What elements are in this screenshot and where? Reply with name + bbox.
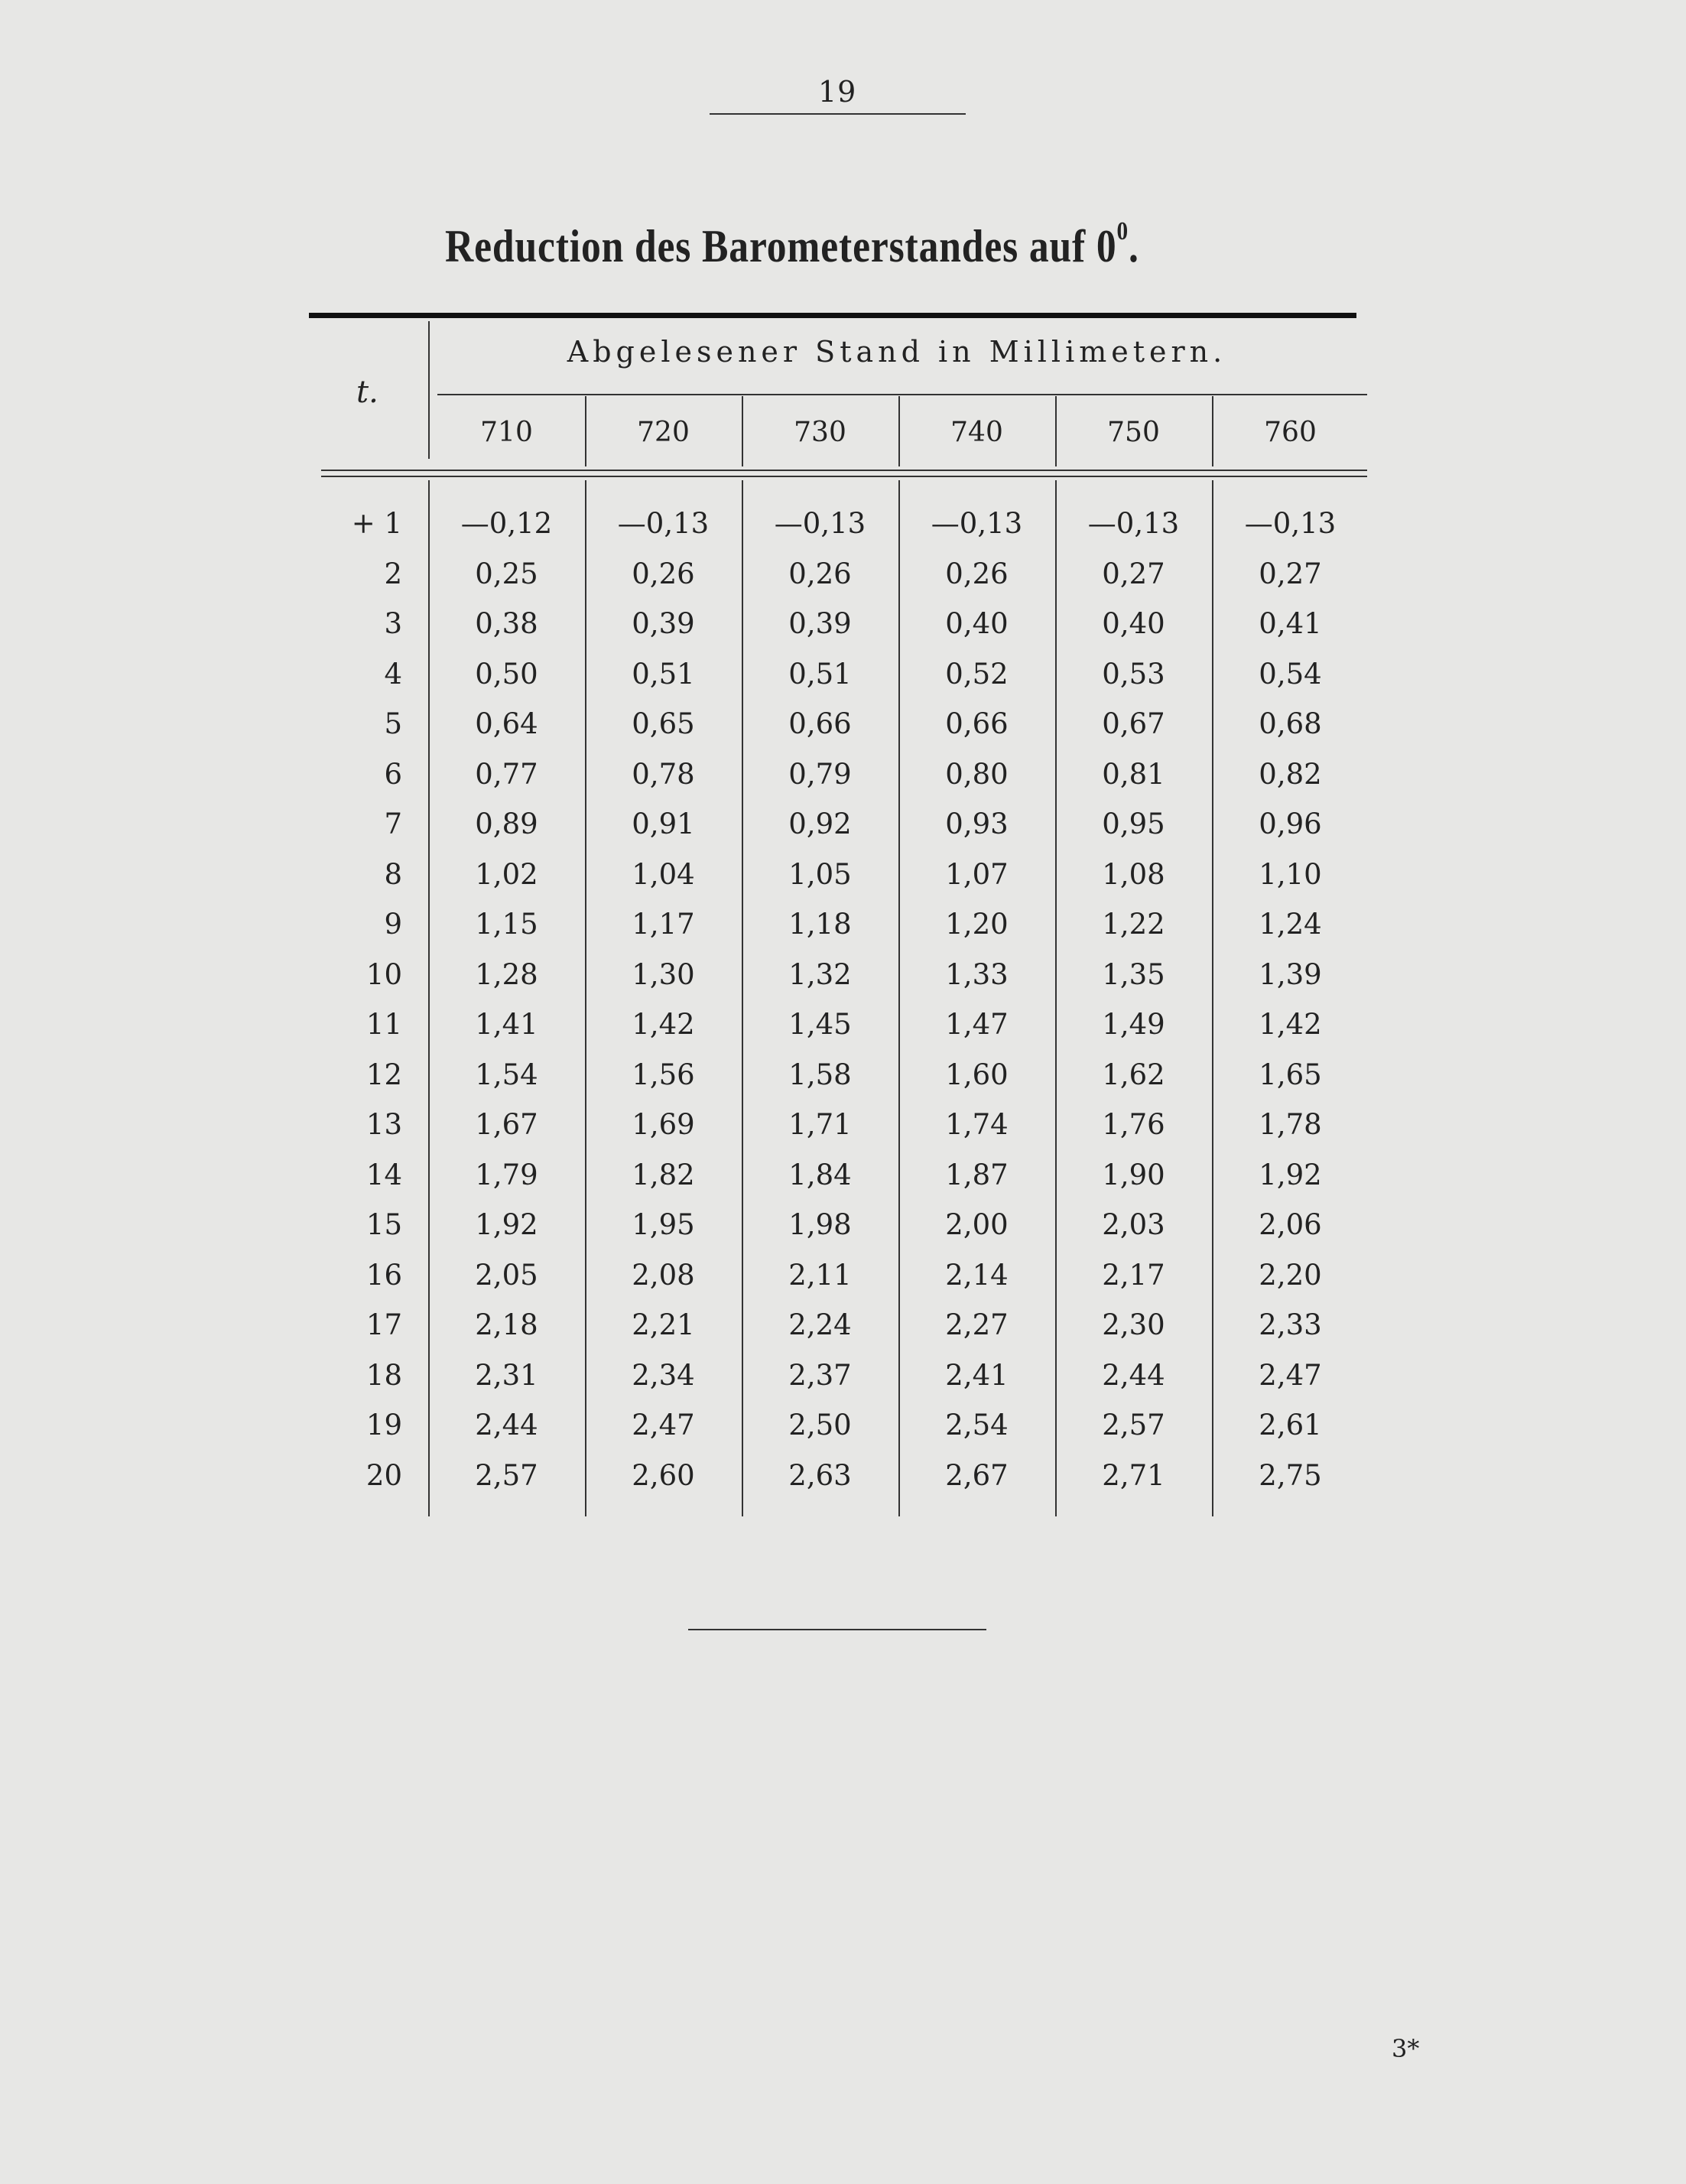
header-double-rule (321, 470, 1367, 477)
table-cell: 0,65 (632, 707, 695, 740)
table-cell: 0,51 (788, 657, 852, 691)
table-cell: 1,08 (1102, 857, 1165, 891)
table-cell: 0,66 (788, 707, 852, 740)
table-cell: 1,74 (945, 1108, 1009, 1141)
row-label: 4 (384, 657, 402, 691)
table-cell: —0,13 (774, 507, 866, 540)
table-cell: 2,21 (632, 1308, 695, 1341)
table-cell: 1,92 (475, 1208, 538, 1241)
table-cell: 1,90 (1102, 1158, 1165, 1191)
table-cell: 1,98 (788, 1208, 852, 1241)
table-cell: 1,47 (945, 1008, 1009, 1041)
table-cell: 0,96 (1259, 808, 1322, 840)
column-header: 750 (1107, 417, 1160, 448)
row-label: 5 (384, 707, 402, 740)
table-cell: 2,57 (1102, 1409, 1165, 1441)
table-cell: 1,45 (788, 1008, 852, 1041)
table-cell: 0,52 (945, 657, 1009, 691)
table-cell: 2,54 (945, 1409, 1009, 1441)
title-period: . (1128, 221, 1139, 271)
column-group-header: Abgelesener Stand in Millimetern. (567, 335, 1227, 369)
table-cell: 2,67 (945, 1458, 1009, 1492)
table-cell: 1,22 (1102, 908, 1165, 941)
table-cell: 0,26 (788, 557, 852, 590)
row-label: 11 (365, 1008, 402, 1041)
header-column-divider (1055, 396, 1057, 466)
table-cell: 2,33 (1259, 1308, 1322, 1341)
table-cell: 1,35 (1102, 957, 1165, 991)
table-cell: 0,82 (1259, 757, 1322, 791)
table-cell: 0,50 (475, 657, 538, 691)
table-cell: 2,27 (945, 1308, 1009, 1341)
table-cell: 1,42 (632, 1008, 695, 1041)
row-label: 20 (365, 1458, 402, 1492)
table-cell: 1,60 (945, 1058, 1009, 1091)
table-cell: —0,13 (1087, 507, 1180, 540)
row-label: 6 (384, 757, 402, 791)
row-label: 17 (365, 1308, 402, 1341)
row-label: 18 (365, 1358, 402, 1392)
row-label: 3 (384, 607, 402, 640)
table-cell: 0,67 (1102, 707, 1165, 740)
column-header: 740 (950, 417, 1003, 448)
table-cell: 2,63 (788, 1458, 852, 1492)
table-cell: 0,40 (945, 607, 1009, 640)
table-cell: 1,30 (632, 957, 695, 991)
table-cell: 1,28 (475, 957, 538, 991)
table-cell: 2,47 (1259, 1358, 1322, 1392)
header-column-divider (742, 396, 743, 466)
table-cell: 2,30 (1102, 1308, 1165, 1341)
table-cell: 1,87 (945, 1158, 1009, 1191)
row-label: 10 (365, 957, 402, 991)
header-column-divider (428, 321, 430, 459)
table-cell: 1,69 (632, 1108, 695, 1141)
table-cell: 1,54 (475, 1058, 538, 1091)
table-cell: 1,33 (945, 957, 1009, 991)
row-label: 8 (384, 857, 402, 891)
table-cell: 1,76 (1102, 1108, 1165, 1141)
header-column-divider (585, 396, 586, 466)
column-header: 730 (794, 417, 846, 448)
table-cell: 1,05 (788, 857, 852, 891)
header-rule (437, 394, 1367, 395)
table-cell: 1,32 (788, 957, 852, 991)
row-label: 19 (365, 1409, 402, 1441)
table-cell: 0,26 (632, 557, 695, 590)
table-cell: 0,40 (1102, 607, 1165, 640)
table-cell: 0,77 (475, 757, 538, 791)
table-cell: 2,71 (1102, 1458, 1165, 1492)
table-cell: 2,75 (1259, 1458, 1322, 1492)
table-cell: 0,80 (945, 757, 1009, 791)
table-cell: 1,49 (1102, 1008, 1165, 1041)
table-cell: 0,41 (1259, 607, 1322, 640)
table-cell: —0,13 (931, 507, 1023, 540)
row-label: + 1 (351, 507, 402, 540)
table-cell: 1,92 (1259, 1158, 1322, 1191)
table-cell: 0,27 (1259, 557, 1322, 590)
table-cell: 1,15 (475, 908, 538, 941)
page-title (445, 217, 1139, 273)
table-cell: 0,89 (475, 808, 538, 840)
table-cell: 1,62 (1102, 1058, 1165, 1091)
table-cell: —0,13 (617, 507, 710, 540)
table-cell: 2,50 (788, 1409, 852, 1441)
header-column-divider (898, 396, 900, 466)
page-number: 19 (818, 75, 857, 109)
table-cell: 1,82 (632, 1158, 695, 1191)
table-cell: 2,14 (945, 1258, 1009, 1292)
table-cell: 2,60 (632, 1458, 695, 1492)
table-cell: 2,20 (1259, 1258, 1322, 1292)
table-cell: 2,37 (788, 1358, 852, 1392)
row-label: 13 (365, 1108, 402, 1141)
table-cell: 2,57 (475, 1458, 538, 1492)
table-cell: 2,18 (475, 1308, 538, 1341)
table-cell: 0,54 (1259, 657, 1322, 691)
table-cell: 2,44 (1102, 1358, 1165, 1392)
page-number-rule (710, 113, 966, 115)
table-cell: 2,44 (475, 1409, 538, 1441)
table-cell: 1,71 (788, 1108, 852, 1141)
table-cell: 2,11 (788, 1258, 852, 1292)
footer-mark: 3* (1392, 2034, 1420, 2063)
table-cell: 1,41 (475, 1008, 538, 1041)
table-cell: 0,64 (475, 707, 538, 740)
row-label: 16 (365, 1258, 402, 1292)
table-cell: 1,04 (632, 857, 695, 891)
table-cell: 1,95 (632, 1208, 695, 1241)
table-cell: 1,58 (788, 1058, 852, 1091)
table-cell: 0,95 (1102, 808, 1165, 840)
table-cell: 2,03 (1102, 1208, 1165, 1241)
table-cell: 0,81 (1102, 757, 1165, 791)
table-cell: —0,12 (460, 507, 553, 540)
table-cell: 2,17 (1102, 1258, 1165, 1292)
column-header: 760 (1264, 417, 1317, 448)
table-cell: —0,13 (1244, 507, 1337, 540)
table-cell: 2,61 (1259, 1409, 1322, 1441)
table-cell: 2,47 (632, 1409, 695, 1441)
table-cell: 2,00 (945, 1208, 1009, 1241)
table-cell: 0,79 (788, 757, 852, 791)
table-cell: 2,24 (788, 1308, 852, 1341)
table-cell: 1,02 (475, 857, 538, 891)
column-header: 710 (480, 417, 533, 448)
table-cell: 1,79 (475, 1158, 538, 1191)
header-column-divider (1212, 396, 1213, 466)
table-cell: 0,68 (1259, 707, 1322, 740)
table-cell: 0,51 (632, 657, 695, 691)
title-superscript: 0 (1116, 217, 1129, 245)
title-text: Reduction des Barometerstandes auf 0 (445, 221, 1117, 271)
table-cell: 0,39 (788, 607, 852, 640)
row-header: t. (356, 375, 378, 410)
table-cell: 2,31 (475, 1358, 538, 1392)
table-cell: 0,38 (475, 607, 538, 640)
table-top-rule (309, 313, 1356, 318)
table-cell: 2,41 (945, 1358, 1009, 1392)
row-label: 7 (384, 808, 402, 840)
table-cell: 1,39 (1259, 957, 1322, 991)
row-label: 12 (365, 1058, 402, 1091)
table-cell: 1,67 (475, 1108, 538, 1141)
table-cell: 0,26 (945, 557, 1009, 590)
table-cell: 1,24 (1259, 908, 1322, 941)
table-cell: 1,84 (788, 1158, 852, 1191)
table-cell: 0,66 (945, 707, 1009, 740)
table-cell: 2,34 (632, 1358, 695, 1392)
table-cell: 0,27 (1102, 557, 1165, 590)
bottom-rule (688, 1629, 986, 1630)
table-cell: 1,07 (945, 857, 1009, 891)
table-cell: 0,92 (788, 808, 852, 840)
row-label: 14 (365, 1158, 402, 1191)
table-cell: 1,65 (1259, 1058, 1322, 1091)
table-cell: 2,05 (475, 1258, 538, 1292)
table-cell: 0,93 (945, 808, 1009, 840)
table-cell: 1,10 (1259, 857, 1322, 891)
row-label: 9 (384, 908, 402, 941)
table-cell: 0,25 (475, 557, 538, 590)
table-cell: 0,78 (632, 757, 695, 791)
table-cell: 1,56 (632, 1058, 695, 1091)
table-cell: 1,42 (1259, 1008, 1322, 1041)
table-cell: 1,20 (945, 908, 1009, 941)
row-label: 2 (384, 557, 402, 590)
table-cell: 0,39 (632, 607, 695, 640)
row-label: 15 (365, 1208, 402, 1241)
table-cell: 1,17 (632, 908, 695, 941)
table-cell: 2,06 (1259, 1208, 1322, 1241)
column-header: 720 (637, 417, 690, 448)
table-cell: 1,78 (1259, 1108, 1322, 1141)
table-cell: 0,53 (1102, 657, 1165, 691)
table-cell: 1,18 (788, 908, 852, 941)
table-cell: 0,91 (632, 808, 695, 840)
table-cell: 2,08 (632, 1258, 695, 1292)
